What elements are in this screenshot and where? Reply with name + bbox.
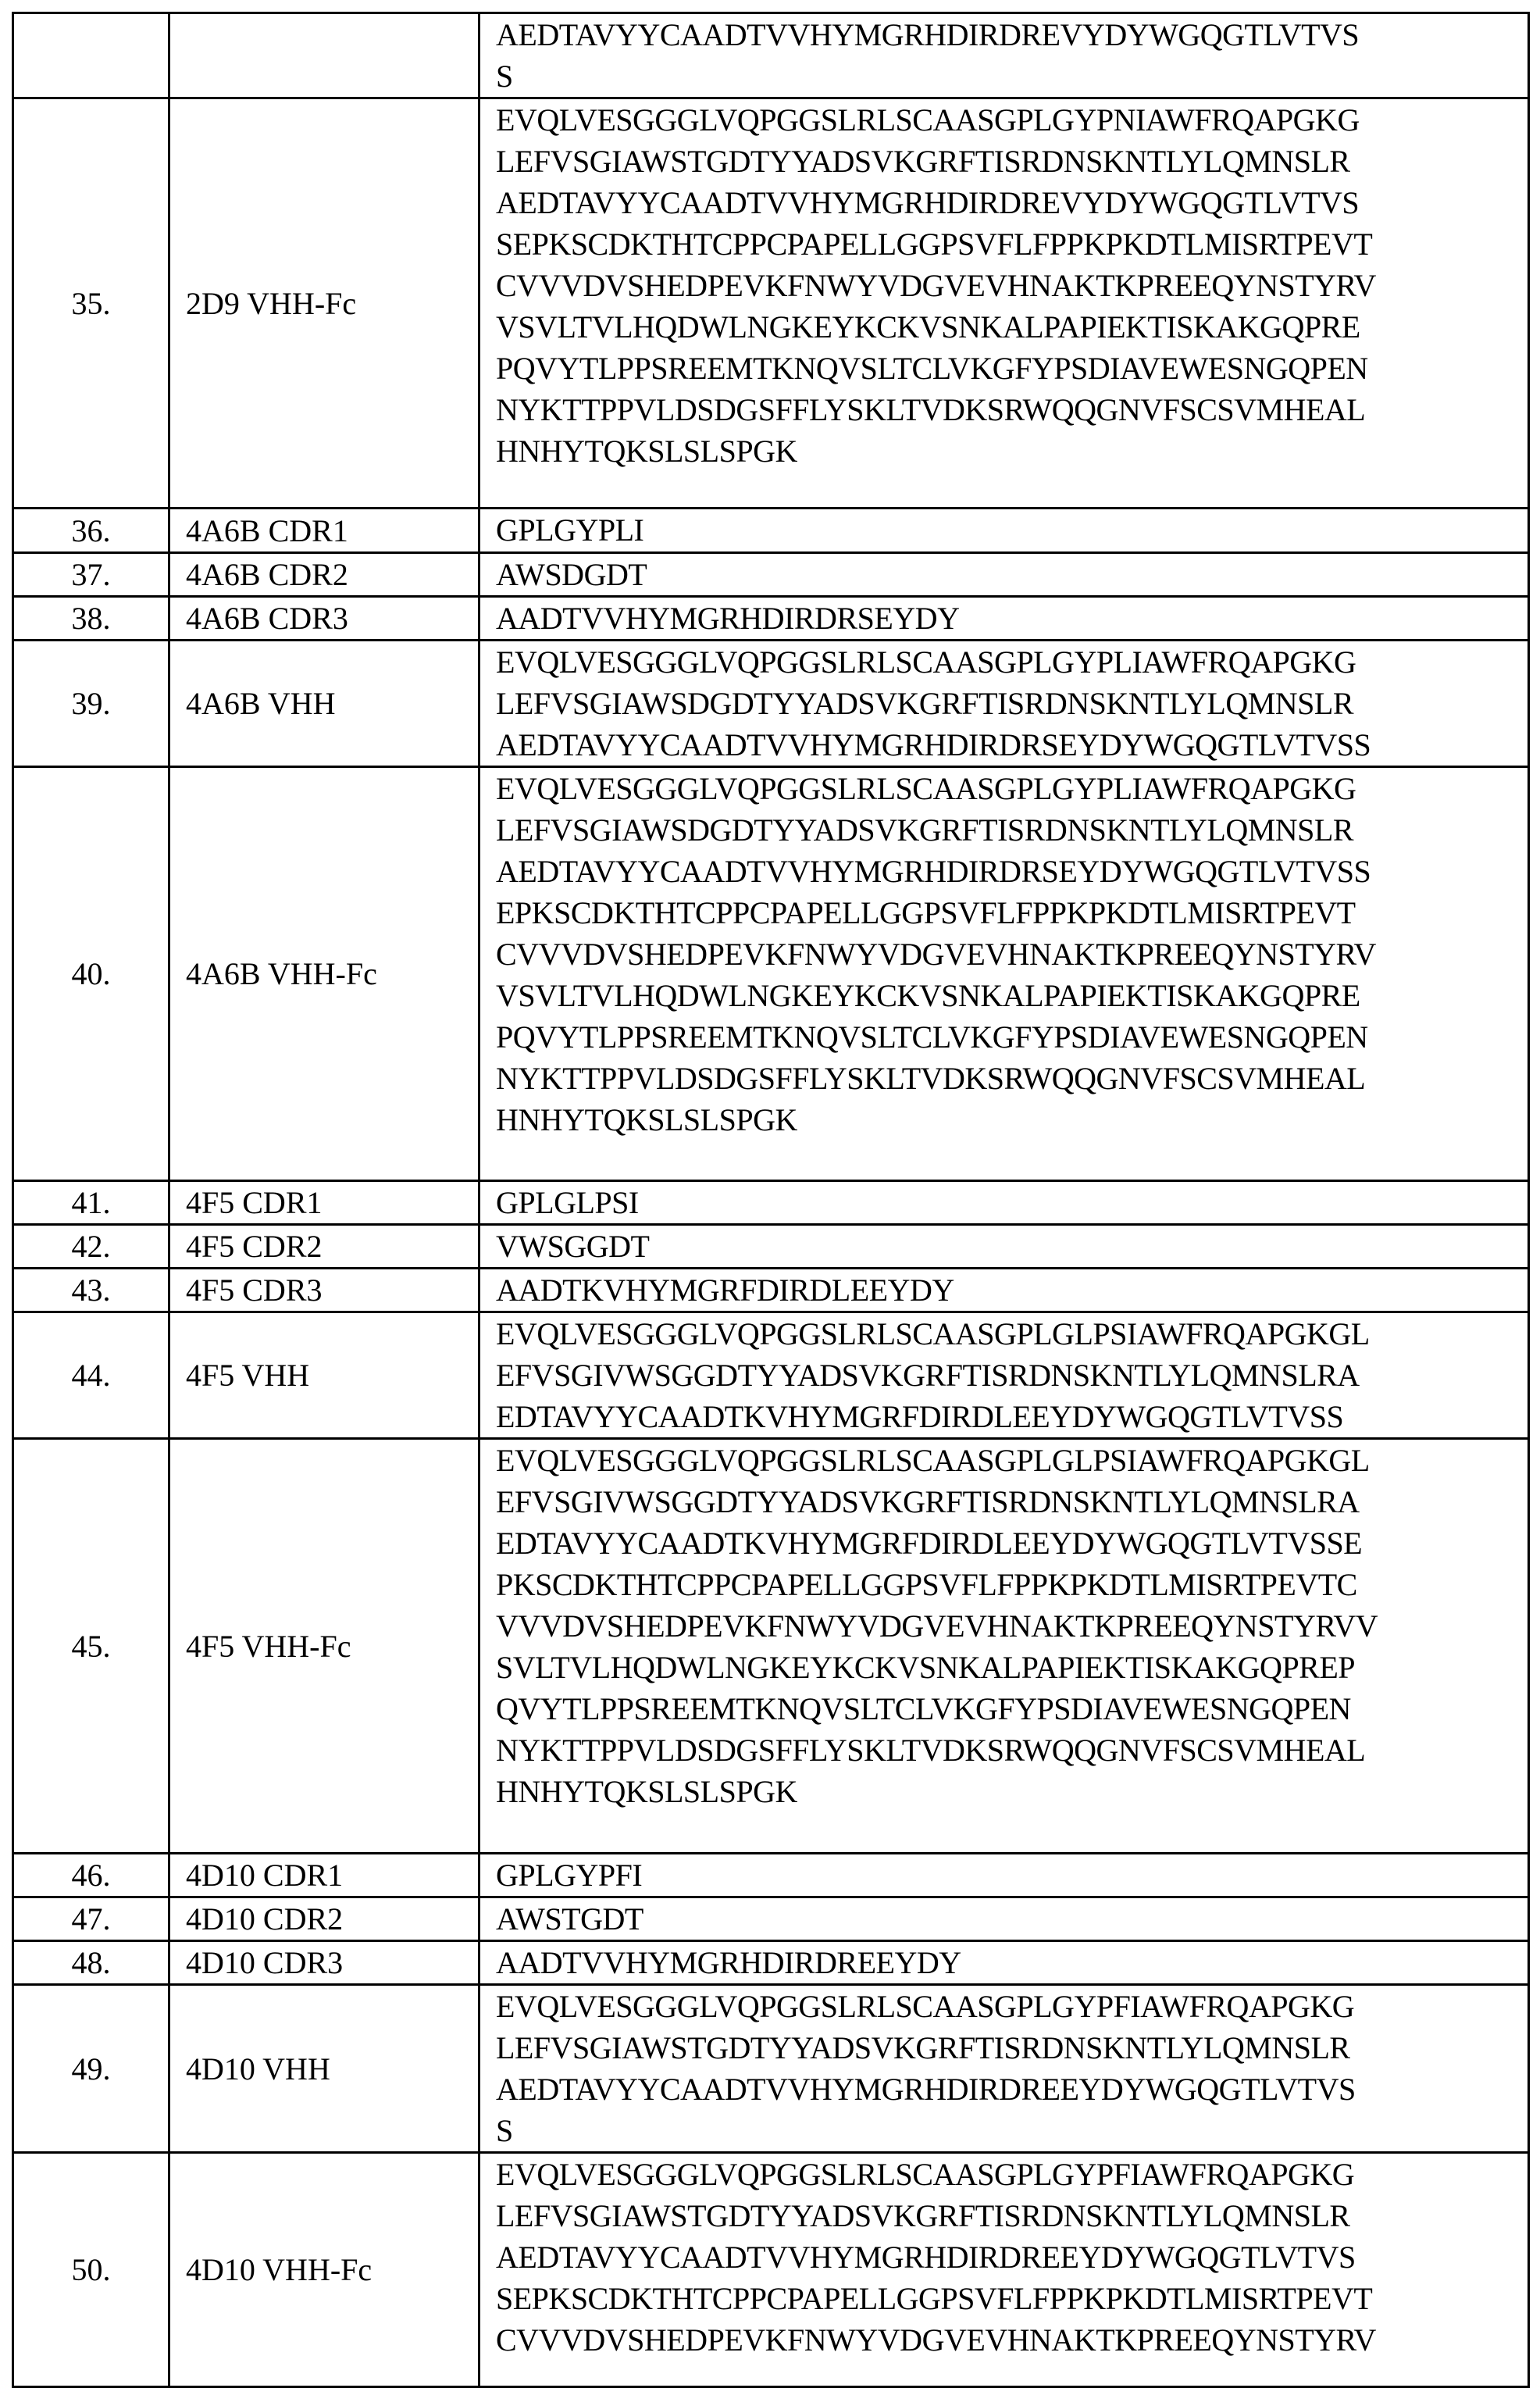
sequence-line: SEPKSCDKTHTCPPCPAPELLGGPSVFLFPPKPKDTLMISRTPEVT	[496, 223, 1528, 265]
sequence-line: AADTKVHYMGRFDIRDLEEYDY	[496, 1269, 1528, 1311]
sequence-line: AADTVVHYMGRHDIRDRSEYDY	[496, 598, 1528, 639]
table-row	[13, 1269, 1529, 1312]
seq-id-number: 38.	[13, 597, 169, 641]
seq-id-number: 36.	[13, 509, 169, 553]
sequence-line: AWSTGDT	[496, 1898, 1528, 1940]
table-row	[13, 1854, 1529, 1897]
table-row	[13, 1897, 1529, 1941]
table-row	[13, 98, 1529, 509]
seq-id-number: 44.	[13, 1312, 169, 1439]
sequence-line: NYKTTPPVLDSDGSFFLYSKLTVDKSRWQQGNVFSCSVMHEAL	[496, 1729, 1528, 1771]
sequence-line: GPLGYPFI	[496, 1854, 1528, 1896]
table-row	[13, 597, 1529, 641]
sequence-name: 4F5 VHH	[169, 1312, 479, 1439]
sequence-line: NYKTTPPVLDSDGSFFLYSKLTVDKSRWQQGNVFSCSVMHEAL	[496, 1058, 1528, 1099]
sequence-cell	[479, 2153, 1529, 2387]
sequence-line: EVQLVESGGGLVQPGGSLRLSCAASGPLGYPFIAWFRQAPGKG	[496, 2154, 1528, 2195]
table-row	[13, 553, 1529, 597]
sequence-line: EVQLVESGGGLVQPGGSLRLSCAASGPLGYPLIAWFRQAPGKG	[496, 768, 1528, 809]
table-row	[13, 767, 1529, 1181]
seq-id-number: 35.	[13, 98, 169, 509]
sequence-cell	[479, 1225, 1529, 1269]
seq-id-number: 39.	[13, 641, 169, 767]
sequence-line: HNHYTQKSLSLSPGK	[496, 1771, 1528, 1812]
sequence-cell	[479, 1897, 1529, 1941]
sequence-name: 4D10 VHH-Fc	[169, 2153, 479, 2387]
sequence-cell	[479, 641, 1529, 767]
sequence-line: LEFVSGIAWSTGDTYYADSVKGRFTISRDNSKNTLYLQMNSLR	[496, 2195, 1528, 2236]
seq-id-number: 37.	[13, 553, 169, 597]
sequence-line: S	[496, 2110, 1528, 2151]
sequence-line: AEDTAVYYCAADTVVHYMGRHDIRDRSEYDYWGQGTLVTVSS	[496, 724, 1528, 766]
sequence-line: PQVYTLPPSREEMTKNQVSLTCLVKGFYPSDIAVEWESNGQPEN	[496, 1016, 1528, 1058]
sequence-line: LEFVSGIAWSDGDTYYADSVKGRFTISRDNSKNTLYLQMNSLR	[496, 809, 1528, 851]
sequence-cell	[479, 553, 1529, 597]
sequence-line: VVVDVSHEDPEVKFNWYVDGVEVHNAKTKPREEQYNSTYRVV	[496, 1605, 1528, 1647]
sequence-name: 4D10 CDR1	[169, 1854, 479, 1897]
seq-id-number: 41.	[13, 1181, 169, 1225]
sequence-line: EDTAVYYCAADTKVHYMGRFDIRDLEEYDYWGQGTLVTVSSE	[496, 1522, 1528, 1564]
sequence-line: VWSGGDT	[496, 1226, 1528, 1267]
sequence-name: 4F5 CDR1	[169, 1181, 479, 1225]
sequence-line: LEFVSGIAWSDGDTYYADSVKGRFTISRDNSKNTLYLQMNSLR	[496, 683, 1528, 724]
seq-id-number: 47.	[13, 1897, 169, 1941]
sequence-name: 4F5 CDR3	[169, 1269, 479, 1312]
sequence-line: EVQLVESGGGLVQPGGSLRLSCAASGPLGYPNIAWFRQAPGKG	[496, 99, 1528, 141]
sequence-line: EFVSGIVWSGGDTYYADSVKGRFTISRDNSKNTLYLQMNSLRA	[496, 1355, 1528, 1396]
sequence-cell	[479, 98, 1529, 509]
sequence-name: 4A6B CDR3	[169, 597, 479, 641]
sequence-line: EPKSCDKTHTCPPCPAPELLGGPSVFLFPPKPKDTLMISRTPEVT	[496, 892, 1528, 933]
sequence-cell	[479, 1854, 1529, 1897]
seq-id-number: 50.	[13, 2153, 169, 2387]
sequence-line: GPLGLPSI	[496, 1182, 1528, 1223]
sequence-cell	[479, 1181, 1529, 1225]
sequence-name: 4A6B CDR1	[169, 509, 479, 553]
sequence-table	[12, 12, 1530, 2388]
sequence-cell	[479, 1985, 1529, 2153]
table-row	[13, 509, 1529, 553]
sequence-cell	[479, 1269, 1529, 1312]
sequence-line: EVQLVESGGGLVQPGGSLRLSCAASGPLGLPSIAWFRQAPGKGL	[496, 1440, 1528, 1481]
sequence-line: AEDTAVYYCAADTVVHYMGRHDIRDREVYDYWGQGTLVTVS	[496, 14, 1528, 55]
sequence-cell	[479, 597, 1529, 641]
sequence-cell	[479, 767, 1529, 1181]
sequence-name: 4F5 VHH-Fc	[169, 1439, 479, 1854]
table-row	[13, 1312, 1529, 1439]
table-row	[13, 641, 1529, 767]
sequence-line: EVQLVESGGGLVQPGGSLRLSCAASGPLGYPLIAWFRQAPGKG	[496, 641, 1528, 683]
table-row	[13, 1941, 1529, 1985]
table-row	[13, 1985, 1529, 2153]
sequence-line: SVLTVLHQDWLNGKEYKCKVSNKALPAPIEKTISKAKGQPREP	[496, 1647, 1528, 1688]
sequence-line: HNHYTQKSLSLSPGK	[496, 1099, 1528, 1140]
sequence-cell	[479, 1941, 1529, 1985]
sequence-name	[169, 13, 479, 98]
sequence-table-body	[13, 13, 1529, 2387]
sequence-line: AWSDGDT	[496, 554, 1528, 595]
table-row	[13, 2153, 1529, 2387]
sequence-name: 4A6B CDR2	[169, 553, 479, 597]
sequence-name: 2D9 VHH-Fc	[169, 98, 479, 509]
sequence-name: 4F5 CDR2	[169, 1225, 479, 1269]
sequence-cell	[479, 1312, 1529, 1439]
sequence-line: AEDTAVYYCAADTVVHYMGRHDIRDREEYDYWGQGTLVTVS	[496, 2069, 1528, 2110]
sequence-name: 4D10 CDR3	[169, 1941, 479, 1985]
sequence-line: HNHYTQKSLSLSPGK	[496, 430, 1528, 472]
sequence-line: CVVVDVSHEDPEVKFNWYVDGVEVHNAKTKPREEQYNSTYRV	[496, 2319, 1528, 2361]
table-row	[13, 1439, 1529, 1854]
seq-id-number: 42.	[13, 1225, 169, 1269]
sequence-line: GPLGYPLI	[496, 509, 1528, 551]
seq-id-number: 48.	[13, 1941, 169, 1985]
sequence-line: EDTAVYYCAADTKVHYMGRFDIRDLEEYDYWGQGTLVTVSS	[496, 1396, 1528, 1437]
sequence-line: AEDTAVYYCAADTVVHYMGRHDIRDRSEYDYWGQGTLVTVSS	[496, 851, 1528, 892]
sequence-line: EVQLVESGGGLVQPGGSLRLSCAASGPLGYPFIAWFRQAPGKG	[496, 1986, 1528, 2027]
sequence-line: CVVVDVSHEDPEVKFNWYVDGVEVHNAKTKPREEQYNSTYRV	[496, 933, 1528, 975]
sequence-line: NYKTTPPVLDSDGSFFLYSKLTVDKSRWQQGNVFSCSVMHEAL	[496, 389, 1528, 430]
sequence-line: VSVLTVLHQDWLNGKEYKCKVSNKALPAPIEKTISKAKGQPRE	[496, 975, 1528, 1016]
sequence-line: PKSCDKTHTCPPCPAPELLGGPSVFLFPPKPKDTLMISRTPEVTC	[496, 1564, 1528, 1605]
sequence-line: AEDTAVYYCAADTVVHYMGRHDIRDREVYDYWGQGTLVTVS	[496, 182, 1528, 223]
sequence-line: S	[496, 55, 1528, 97]
sequence-line: PQVYTLPPSREEMTKNQVSLTCLVKGFYPSDIAVEWESNGQPEN	[496, 348, 1528, 389]
sequence-name: 4A6B VHH	[169, 641, 479, 767]
seq-id-number: 45.	[13, 1439, 169, 1854]
sequence-line: AEDTAVYYCAADTVVHYMGRHDIRDREEYDYWGQGTLVTVS	[496, 2236, 1528, 2278]
table-row	[13, 1225, 1529, 1269]
sequence-cell	[479, 13, 1529, 98]
sequence-name: 4A6B VHH-Fc	[169, 767, 479, 1181]
seq-id-number: 40.	[13, 767, 169, 1181]
table-row	[13, 1181, 1529, 1225]
sequence-cell	[479, 1439, 1529, 1854]
sequence-line: EVQLVESGGGLVQPGGSLRLSCAASGPLGLPSIAWFRQAPGKGL	[496, 1313, 1528, 1355]
sequence-line: QVYTLPPSREEMTKNQVSLTCLVKGFYPSDIAVEWESNGQPEN	[496, 1688, 1528, 1729]
seq-id-number: 46.	[13, 1854, 169, 1897]
sequence-line: EFVSGIVWSGGDTYYADSVKGRFTISRDNSKNTLYLQMNSLRA	[496, 1481, 1528, 1522]
sequence-line: AADTVVHYMGRHDIRDREEYDY	[496, 1942, 1528, 1983]
table-row	[13, 13, 1529, 98]
sequence-name: 4D10 VHH	[169, 1985, 479, 2153]
sequence-line: CVVVDVSHEDPEVKFNWYVDGVEVHNAKTKPREEQYNSTYRV	[496, 265, 1528, 306]
seq-id-number: 43.	[13, 1269, 169, 1312]
seq-id-number: 49.	[13, 1985, 169, 2153]
sequence-line: SEPKSCDKTHTCPPCPAPELLGGPSVFLFPPKPKDTLMISRTPEVT	[496, 2278, 1528, 2319]
sequence-line: LEFVSGIAWSTGDTYYADSVKGRFTISRDNSKNTLYLQMNSLR	[496, 2027, 1528, 2069]
sequence-cell	[479, 509, 1529, 553]
sequence-line: LEFVSGIAWSTGDTYYADSVKGRFTISRDNSKNTLYLQMNSLR	[496, 141, 1528, 182]
seq-id-number	[13, 13, 169, 98]
sequence-line: VSVLTVLHQDWLNGKEYKCKVSNKALPAPIEKTISKAKGQPRE	[496, 306, 1528, 348]
sequence-name: 4D10 CDR2	[169, 1897, 479, 1941]
